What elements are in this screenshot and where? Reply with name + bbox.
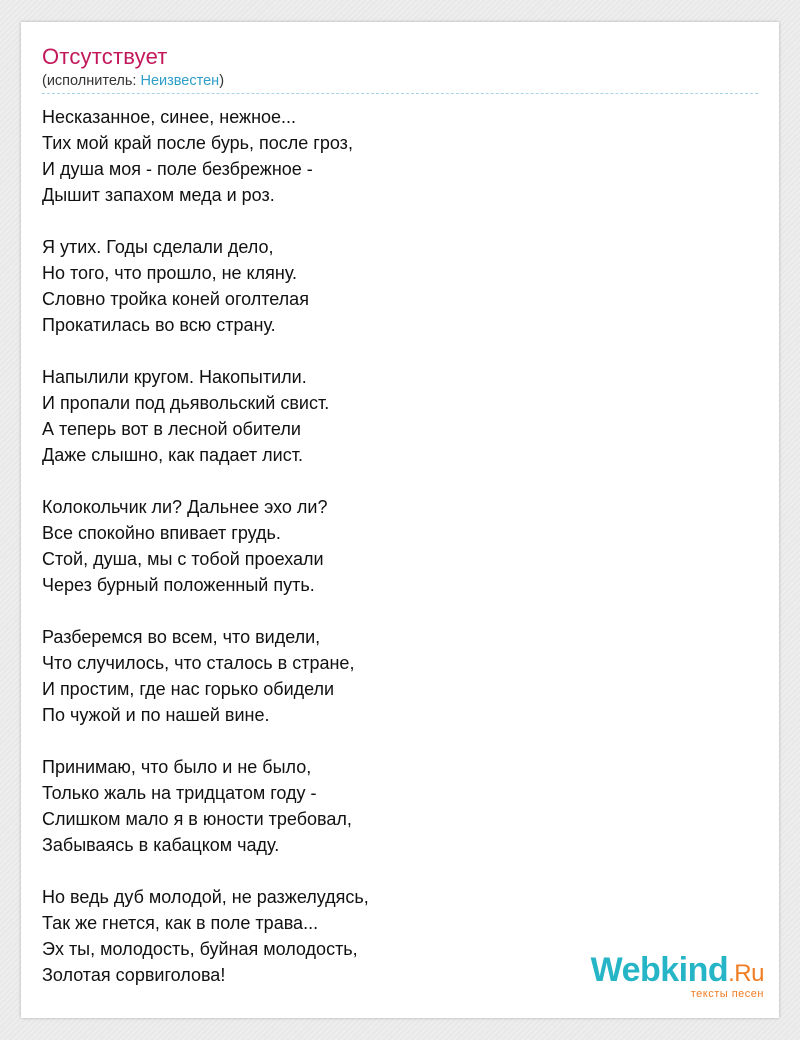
title-divider xyxy=(42,93,758,94)
lyrics-line: Так же гнется, как в поле трава... xyxy=(42,913,319,933)
artist-prefix: (исполнитель: xyxy=(42,73,141,89)
lyrics-line: Даже слышно, как падает лист. xyxy=(42,445,303,465)
lyrics-line: Что случилось, что сталось в стране, xyxy=(42,653,355,673)
lyrics-line: Напылили кругом. Накопытили. xyxy=(42,367,307,387)
lyrics-body xyxy=(42,104,369,1014)
lyrics-line: Но ведь дуб молодой, не разжелудясь, xyxy=(42,887,369,907)
artist-line xyxy=(42,73,224,89)
lyrics-line: Разберемся во всем, что видели, xyxy=(42,627,321,647)
lyrics-line: Слишком мало я в юности требовал, xyxy=(42,809,352,829)
logo-main-text: Webkind xyxy=(590,951,729,989)
lyrics-line: Стой, душа, мы с тобой проехали xyxy=(42,549,324,569)
lyrics-line: Прокатилась во всю страну. xyxy=(42,315,276,335)
page-sheet xyxy=(21,22,779,1018)
lyrics-line: Но того, что прошло, не кляну. xyxy=(42,263,298,283)
lyrics-stanza xyxy=(42,104,369,208)
lyrics-line: И простим, где нас горько обидели xyxy=(42,679,335,699)
lyrics-stanza xyxy=(42,884,369,988)
lyrics-line: И душа моя - поле безбрежное - xyxy=(42,159,313,179)
lyrics-line: Я утих. Годы сделали дело, xyxy=(42,237,274,257)
lyrics-stanza xyxy=(42,754,369,858)
lyrics-line: Забываясь в кабацком чаду. xyxy=(42,835,280,855)
artist-suffix: ) xyxy=(219,73,225,89)
lyrics-line: Колокольчик ли? Дальнее эхо ли? xyxy=(42,497,328,517)
lyrics-stanza xyxy=(42,234,369,338)
lyrics-line: Эх ты, молодость, буйная молодость, xyxy=(42,939,358,959)
lyrics-line: Тих мой край после бурь, после гроз, xyxy=(42,133,353,153)
lyrics-line: Несказанное, синее, нежное... xyxy=(42,107,297,127)
logo-wordmark xyxy=(591,952,764,992)
lyrics-line: И пропали под дьявольский свист. xyxy=(42,393,330,413)
lyrics-stanza xyxy=(42,494,369,598)
lyrics-line: По чужой и по нашей вине. xyxy=(42,705,270,725)
lyrics-line: Все спокойно впивает грудь. xyxy=(42,523,281,543)
lyrics-line: Словно тройка коней оголтелая xyxy=(42,289,309,309)
lyrics-line: Через бурный положенный путь. xyxy=(42,575,315,595)
lyrics-line: Только жаль на тридцатом году - xyxy=(42,783,317,803)
artist-link[interactable]: Неизвестен xyxy=(140,73,220,89)
logo-tld: .Ru xyxy=(728,960,764,987)
logo-tagline: тексты песен xyxy=(690,988,764,1000)
lyrics-line: Дышит запахом меда и роз. xyxy=(42,185,275,205)
lyrics-stanza xyxy=(42,624,369,728)
lyrics-line: А теперь вот в лесной обители xyxy=(42,419,301,439)
site-logo[interactable] xyxy=(591,952,764,1000)
lyrics-stanza xyxy=(42,364,369,468)
lyrics-line: Золотая сорвиголова! xyxy=(42,965,226,985)
lyrics-line: Принимаю, что было и не было, xyxy=(42,757,312,777)
song-title: Отсутствует xyxy=(42,44,168,69)
